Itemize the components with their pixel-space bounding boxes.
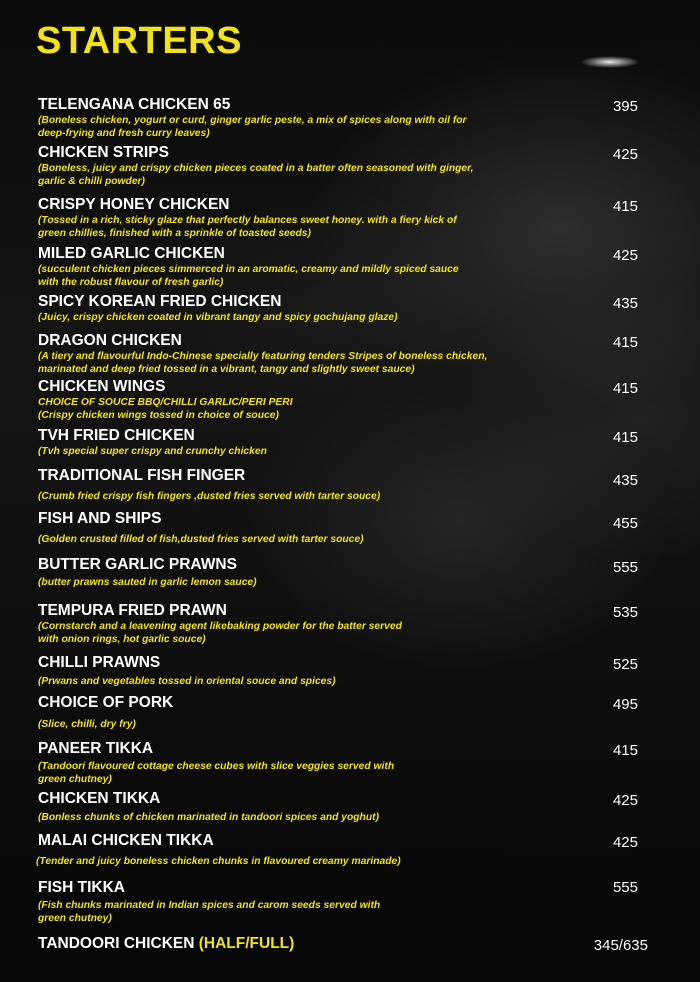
menu-item — [38, 935, 648, 954]
item-name: MALAI CHICKEN TIKKA — [38, 832, 214, 849]
item-portion: (HALF/FULL) — [198, 935, 295, 952]
item-description: (Boneless, juicy and crispy chicken pieces coated in a batter often seasoned with ginger, garlic & chilli powder) — [38, 163, 474, 187]
item-description: (Tossed in a rich, sticky glaze that perfectly balances sweet honey. with a fiery kick of green chillies, finished with a sprinkle of toasted seeds) — [38, 215, 457, 239]
menu-item — [38, 293, 638, 324]
item-name: CHILLI PRAWNS — [38, 654, 161, 671]
item-price: 345/635 — [593, 937, 648, 954]
item-price: 435 — [612, 472, 638, 489]
item-name: DRAGON CHICKEN — [38, 332, 182, 349]
item-description: (Fish chunks marinated in Indian spices and carom seeds served with green chutney) — [38, 900, 381, 924]
item-name: FISH TIKKA — [38, 879, 125, 896]
item-price: 415 — [612, 742, 638, 759]
menu-item — [38, 654, 638, 688]
item-price: 525 — [612, 656, 638, 673]
item-name: CHICKEN TIKKA — [38, 790, 161, 807]
item-description: (succulent chicken pieces simmerced in an aromatic, creamy and mildly spiced sauce with the robust flavour of fresh garlic) — [38, 264, 459, 288]
item-name: CRISPY HONEY CHICKEN — [38, 196, 230, 213]
item-description: (Crispy chicken wings tossed in choice of souce) — [38, 410, 279, 421]
item-name: BUTTER GARLIC PRAWNS — [38, 556, 237, 573]
menu-item — [38, 427, 638, 458]
menu-item — [38, 694, 638, 731]
item-name: TELENGANA CHICKEN 65 — [38, 96, 231, 113]
item-price: 495 — [612, 696, 638, 713]
item-name: TEMPURA FRIED PRAWN — [38, 602, 227, 619]
item-price: 535 — [612, 604, 638, 621]
item-price: 425 — [612, 146, 638, 163]
item-name: SPICY KOREAN FRIED CHICKEN — [38, 293, 282, 310]
item-price: 425 — [612, 247, 638, 264]
item-price: 555 — [612, 879, 638, 896]
item-price: 455 — [612, 515, 638, 532]
item-price: 415 — [612, 380, 638, 397]
item-description: (Bonless chunks of chicken marinated in tandoori spices and yoghut) — [38, 812, 379, 823]
item-name: CHICKEN STRIPS — [38, 144, 169, 161]
item-name: CHOICE OF PORK — [38, 694, 174, 711]
item-price: 415 — [612, 429, 638, 446]
item-name-text: TANDOORI CHICKEN — [38, 935, 195, 952]
item-description: (Golden crusted filled of fish,dusted fries served with tarter souce) — [38, 534, 364, 545]
menu-item — [38, 602, 638, 646]
item-description: (Crumb fried crispy fish fingers ,dusted fries served with tarter souce) — [38, 491, 381, 502]
item-description: (Tender and juicy boneless chicken chunks in flavoured creamy marinade) — [36, 856, 401, 867]
menu-item — [38, 467, 638, 503]
item-description: (Slice, chilli, dry fry) — [38, 719, 136, 730]
item-description: (butter prawns sauted in garlic lemon sauce) — [38, 577, 257, 588]
item-description: (A tiery and flavourful Indo-Chinese specially featuring tenders Stripes of boneless chicken, marinated and deep fried tossed in a vibrant, tangy and slightly sweet sauce) — [38, 351, 488, 375]
item-price: 435 — [612, 295, 638, 312]
menu-item — [38, 510, 638, 546]
light-glow — [580, 56, 640, 68]
menu-item — [38, 832, 638, 868]
item-sauce-options: CHOICE OF SOUCE BBQ/CHILLI GARLIC/PERI PERI — [38, 397, 293, 408]
item-price: 415 — [612, 334, 638, 351]
menu-item — [38, 879, 638, 925]
item-price: 395 — [612, 98, 638, 115]
menu-item — [38, 332, 638, 376]
item-price: 415 — [612, 198, 638, 215]
item-name: FISH AND SHIPS — [38, 510, 162, 527]
item-price: 425 — [612, 834, 638, 851]
item-name: TRADITIONAL FISH FINGER — [38, 467, 246, 484]
page-title: STARTERS — [36, 20, 242, 62]
menu-item — [38, 96, 638, 140]
menu-item — [38, 556, 638, 589]
item-name: PANEER TIKKA — [38, 740, 154, 757]
item-name: CHICKEN WINGS — [38, 378, 166, 395]
menu-item — [38, 196, 638, 240]
item-description: (Boneless chicken, yogurt or curd, ginger garlic peste, a mix of spices along with oil for deep-frying and fresh curry leaves) — [38, 115, 467, 139]
item-name: TVH FRIED CHICKEN — [38, 427, 195, 444]
item-description: (Prwans and vegetables tossed in oriental souce and spices) — [38, 676, 336, 687]
item-price: 555 — [612, 559, 638, 576]
menu-item — [38, 245, 638, 289]
item-name: MILED GARLIC CHICKEN — [38, 245, 225, 262]
item-description: (Tvh special super crispy and crunchy chicken — [38, 446, 267, 457]
menu-item — [38, 144, 638, 188]
menu-item — [38, 378, 638, 422]
item-price: 425 — [612, 792, 638, 809]
item-description: (Juicy, crispy chicken coated in vibrant tangy and spicy gochujang glaze) — [38, 312, 398, 323]
menu-item — [38, 790, 638, 824]
menu-item — [38, 740, 638, 786]
item-description: (Tandoori flavoured cottage cheese cubes with slice veggies served with green chutney) — [38, 761, 395, 785]
item-description: (Cornstarch and a leavening agent likebaking powder for the batter served with onion rings, hot garlic souce) — [38, 621, 402, 645]
